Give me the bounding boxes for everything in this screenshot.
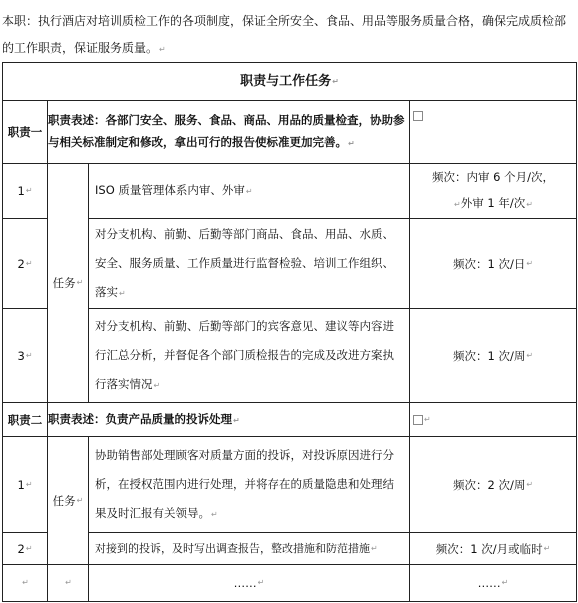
duty2-task1-freq-cell <box>410 437 576 532</box>
return-mark: ↵ <box>332 76 339 86</box>
task-number: 3 <box>17 348 25 363</box>
duty1-task1-text-cell <box>95 164 405 218</box>
duty2-task2-freq-cell <box>410 533 576 564</box>
section-title: 职责与工作任务 <box>240 73 332 89</box>
intro-paragraph <box>2 8 574 63</box>
intro-text: 本职：执行酒店对培训质检工作的各项制度，保证全所安全、食品、用品等服务质量合格，确保完成质检部的工作职责，保证服务质量。 <box>2 14 567 55</box>
duty2-desc: 职责表述：负责产品质量的投诉处理 <box>48 411 232 426</box>
table-rule <box>2 601 577 602</box>
return-mark: ↵ <box>257 578 265 587</box>
duty2-task-label-cell <box>48 437 88 564</box>
duty1-task1-freq-cell <box>410 164 576 218</box>
duty1-task1-num-cell <box>3 164 47 218</box>
frequency-text: 频次：1 次/周 <box>452 348 526 363</box>
duty1-label-cell <box>3 101 47 163</box>
ellipsis-text: …… <box>233 576 257 590</box>
return-mark: ↵ <box>526 200 533 209</box>
duty2-task1-num-cell <box>3 437 47 532</box>
ellipsis-text-cell <box>89 565 409 601</box>
return-mark: ↵ <box>211 509 218 519</box>
return-mark: ↵ <box>25 186 33 195</box>
return-mark: ↵ <box>76 495 84 505</box>
duty1-task2-text-cell <box>95 219 405 308</box>
return-mark: ↵ <box>25 479 33 489</box>
duty1-task3-freq-cell <box>410 309 576 402</box>
return-mark: ↵ <box>245 187 253 196</box>
duty2-task2-text-cell <box>95 533 407 564</box>
duty1-desc: 职责表述：各部门安全、服务、食品、商品、用品的质量检查，协助参与相关标准制定和修改，拿出可行的报告使标准更加完善。 <box>48 113 405 149</box>
duty1-task2-num-cell <box>3 219 47 308</box>
frequency-text: 频次：1 次/月或临时 <box>435 541 543 556</box>
return-mark: ↵ <box>526 479 534 489</box>
return-mark: ↵ <box>526 350 534 360</box>
frequency-text: 频次：1 次/日 <box>452 256 526 271</box>
task-number: 1 <box>17 184 25 198</box>
duty1-task-label-cell <box>48 164 88 402</box>
duty2-empty-cell <box>412 403 572 436</box>
frequency-text: 频次：内审 6 个月/次， <box>431 170 554 184</box>
return-mark: ↵ <box>25 350 33 360</box>
duty2-desc-cell <box>48 403 406 436</box>
return-mark: ↵ <box>424 414 431 424</box>
return-mark: ↵ <box>348 139 355 148</box>
duty1-task3-num-cell <box>3 309 47 402</box>
return-mark: ↵ <box>233 415 240 425</box>
ellipsis-num-cell <box>3 565 47 601</box>
table-rule <box>576 62 577 602</box>
ellipsis-freq-cell <box>410 565 576 601</box>
section-title-row <box>3 63 576 100</box>
return-mark: ↵ <box>526 258 534 268</box>
duty2-label: 职责二 <box>7 412 43 427</box>
duty2-task2-num-cell <box>3 533 47 564</box>
duty1-empty-cell <box>412 101 572 131</box>
duty1-label: 职责一 <box>7 125 43 139</box>
task-label: 任务 <box>52 276 76 290</box>
return-mark: ↵ <box>25 543 33 553</box>
return-mark: ↵ <box>65 578 72 587</box>
duty1-task3-text-cell <box>95 309 405 402</box>
return-mark: ↵ <box>371 543 378 553</box>
frequency-text: 外审 1 年/次 <box>460 196 526 210</box>
checkbox-icon <box>413 111 423 121</box>
table-rule <box>88 163 89 402</box>
checkbox-icon <box>413 415 423 425</box>
task-text: 对分支机构、前勤、后勤等部门的宾客意见、建议等内容进行汇总分析，并督促各个部门质检报告的完成及改进方案执行落实情况 <box>95 318 394 391</box>
return-mark: ↵ <box>76 278 84 287</box>
task-text: 协助销售部处理顾客对质量方面的投诉，对投诉原因进行分析，在授权范围内进行处理，并将存在的质量隐患和处理结果及时汇报有关领导。 <box>95 447 394 520</box>
duty2-label-cell <box>3 403 47 436</box>
return-mark: ↵ <box>25 258 33 268</box>
duty1-desc-cell <box>48 101 406 163</box>
return-mark: ↵ <box>119 288 126 298</box>
task-text: ISO 质量管理体系内审、外审 <box>95 183 245 197</box>
task-label: 任务 <box>52 493 76 508</box>
task-number: 1 <box>17 477 25 492</box>
return-mark: ↵ <box>454 200 461 209</box>
duty1-task2-freq-cell <box>410 219 576 308</box>
ellipsis-freq: …… <box>477 576 501 590</box>
return-mark: ↵ <box>543 543 551 553</box>
return-mark: ↵ <box>153 380 161 390</box>
task-text: 对分支机构、前勤、后勤等部门商品、食品、用品、水质、安全、服务质量、工作质量进行监督检验、培训工作组织、落实 <box>95 226 394 299</box>
return-mark: ↵ <box>501 578 509 587</box>
ellipsis-label-cell <box>48 565 88 601</box>
return-mark: ↵ <box>22 578 29 587</box>
duty2-task1-text-cell <box>95 437 405 532</box>
task-number: 2 <box>17 256 25 271</box>
frequency-text: 频次：2 次/周 <box>452 477 526 492</box>
return-mark: ↵ <box>159 45 166 54</box>
task-number: 2 <box>17 541 25 556</box>
task-text: 对接到的投诉，及时写出调查报告，整改措施和防范措施 <box>95 541 370 555</box>
